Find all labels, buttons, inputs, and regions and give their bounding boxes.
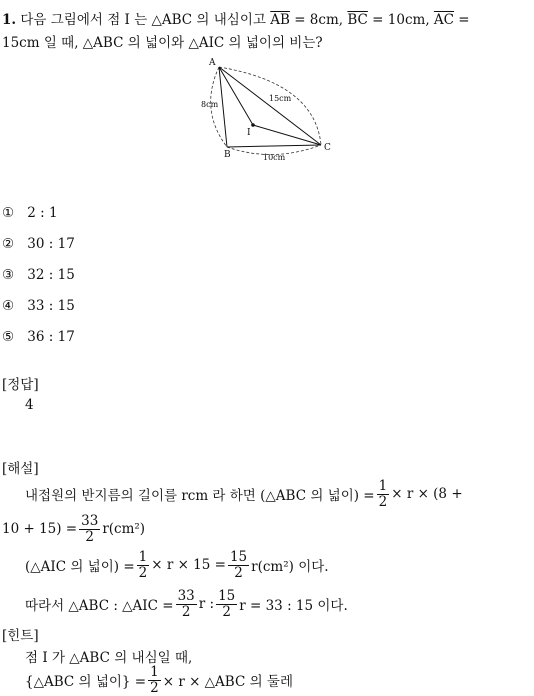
fraction-numerator: 33 [81, 513, 99, 530]
solution-l3-tail: r(cm²) 이다. [251, 559, 329, 575]
fraction-numerator: 1 [138, 549, 148, 566]
fraction-denominator: 2 [138, 564, 148, 581]
fraction-denominator: 2 [85, 528, 95, 545]
choice-2-text: 30 : 17 [27, 236, 75, 252]
choice-4-text: 33 : 15 [27, 298, 75, 314]
segment-ab: $\overline{AB}$ [270, 12, 290, 28]
fraction-half-2 [137, 550, 150, 579]
choice-4[interactable] [2, 298, 75, 314]
segment-ac: $\overline{AC}$ [433, 12, 454, 28]
fraction-33-2 [79, 514, 100, 543]
answer-heading: [정답] [2, 377, 39, 393]
fraction-15-2-b [216, 589, 237, 618]
solution-l3-mid: × r × 15 = [151, 557, 226, 573]
choice-1-text: 2 : 1 [27, 205, 58, 221]
hint-l2-tail: × r × △ABC 의 둘레 [162, 674, 294, 690]
segment-bc: $\overline{BC}$ [347, 12, 368, 28]
fraction-half-1 [377, 479, 390, 508]
choice-4-mark: ④ [2, 298, 15, 314]
choice-2[interactable] [2, 236, 75, 252]
solution-line-1 [25, 477, 463, 511]
fraction-33-2-b [176, 589, 197, 618]
choice-5[interactable] [2, 329, 75, 345]
choice-3-mark: ③ [2, 267, 15, 283]
incenter-point [251, 123, 255, 127]
solution-l4-mid: r : [198, 596, 215, 612]
fraction-half-3 [148, 665, 161, 694]
side-bc [227, 145, 321, 147]
choice-3[interactable] [2, 267, 75, 283]
question-line-1 [2, 8, 470, 28]
label-c: C [324, 143, 331, 153]
segment-ic [253, 125, 321, 145]
fraction-15-2 [228, 550, 249, 579]
label-b: B [224, 150, 231, 160]
fraction-denominator: 2 [378, 493, 388, 510]
fraction-denominator: 2 [222, 603, 231, 620]
side-ac [219, 67, 321, 145]
question-text-1: 다음 그림에서 점 I 는 △ABC 의 내심이고 [20, 12, 266, 28]
label-bc-length: 10cm [263, 153, 286, 162]
solution-l4-tail: r = 33 : 15 이다. [239, 598, 348, 614]
segment-ac-value: = [458, 12, 470, 28]
solution-l1-text: 내접원의 반지름의 길이를 rcm 라 하면 (△ABC 의 넓이) = [25, 488, 375, 504]
fraction-numerator: 1 [378, 478, 388, 495]
segment-bc-value: = 10cm, [372, 12, 430, 28]
hint-line-2 [25, 664, 293, 696]
solution-l1-tail: × r × (8 + [391, 486, 463, 502]
solution-l2-tail: r(cm²) [102, 521, 146, 537]
label-a: A [209, 58, 216, 68]
segment-ab-value: = 8cm, [294, 12, 344, 28]
choice-5-text: 36 : 17 [27, 329, 75, 345]
fraction-numerator: 15 [229, 549, 248, 566]
hint-line-1: 점 I 가 △ABC 의 내심일 때, [25, 650, 193, 666]
choice-5-mark: ⑤ [2, 329, 15, 345]
fraction-denominator: 2 [150, 679, 159, 696]
solution-l2-head: 10 + 15) = [2, 521, 78, 537]
solution-l4-head: 따라서 △ABC : △AIC = [25, 598, 174, 614]
choice-1-mark: ① [2, 205, 15, 221]
solution-line-3 [25, 547, 329, 583]
question-number: 1. [2, 12, 17, 28]
hint-heading: [힌트] [2, 628, 39, 644]
hint-l2-head: {△ABC 의 넓이} = [25, 674, 147, 690]
fraction-denominator: 2 [181, 603, 191, 620]
choice-2-mark: ② [2, 236, 15, 252]
solution-l3-head: (△AIC 의 넓이) = [25, 559, 135, 575]
fraction-numerator: 33 [177, 588, 195, 605]
solution-heading: [해설] [2, 461, 39, 477]
question-line-2: 15cm 일 때, △ABC 의 넓이와 △AIC 의 넓이의 비는? [2, 35, 323, 51]
choice-3-text: 32 : 15 [27, 267, 75, 283]
fraction-numerator: 15 [218, 588, 236, 605]
fraction-numerator: 1 [150, 664, 159, 681]
choice-1[interactable] [2, 205, 58, 221]
fraction-denominator: 2 [234, 564, 243, 581]
label-ab-length: 8cm [201, 100, 219, 109]
answer-value: 4 [25, 397, 34, 413]
triangle-figure [195, 55, 345, 167]
label-ac-length: 15cm [269, 94, 292, 103]
label-i: I [247, 128, 251, 138]
solution-line-2 [2, 511, 145, 547]
solution-line-4 [25, 586, 348, 622]
